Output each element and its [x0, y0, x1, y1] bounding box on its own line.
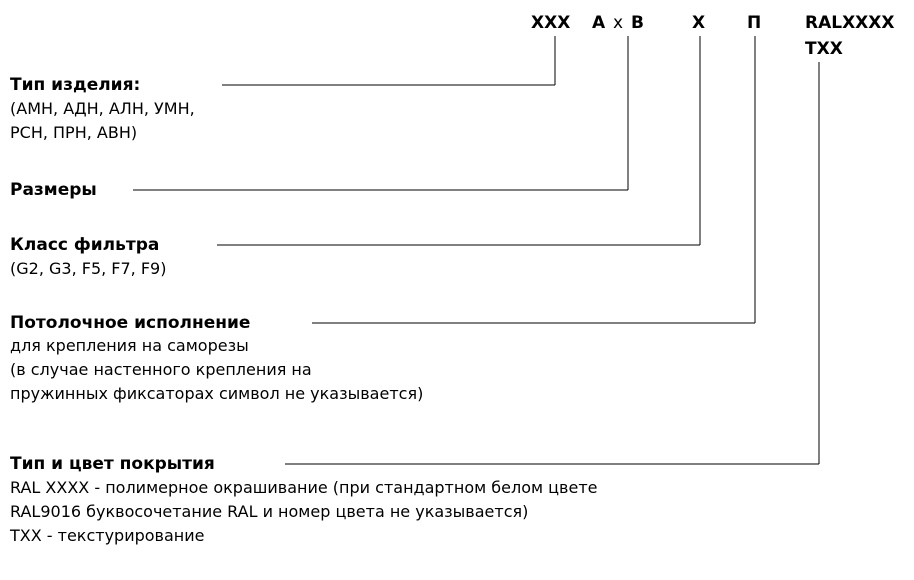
legend-filter-class-desc: (G2, G3, F5, F7, F9) [10, 259, 167, 278]
code-filter-class: X [692, 13, 706, 33]
code-type: XXX [531, 13, 571, 33]
legend-ceiling-desc: для крепления на саморезы (в случае настенного крепления на пружинных фиксаторах символ не указывается) [10, 336, 424, 403]
code-ceiling: П [747, 13, 762, 33]
code-size-sep: x [613, 13, 624, 33]
legend-sizes-title: Размеры [10, 180, 97, 200]
legend-filter-class-title: Класс фильтра [10, 235, 160, 255]
legend-ceiling-title: Потолочное исполнение [10, 313, 251, 333]
code-ral: RALXXXX [805, 13, 895, 33]
legend-product-type-title: Тип изделия: [10, 75, 141, 95]
code-texture: TXX [805, 39, 843, 59]
legend-coating-desc: RAL XXXX - полимерное окрашивание (при стандартном белом цвете RAL9016 буквосочетание RAL и номер цвета не указывается) ТХХ - текстурирование [10, 478, 598, 545]
code-size-b: B [631, 13, 644, 33]
legend-coating-title: Тип и цвет покрытия [10, 454, 215, 474]
code-size-a: A [592, 13, 606, 33]
legend-product-type-desc: (АМН, АДН, АЛН, УМН, РСН, ПРН, АВН) [10, 99, 195, 142]
